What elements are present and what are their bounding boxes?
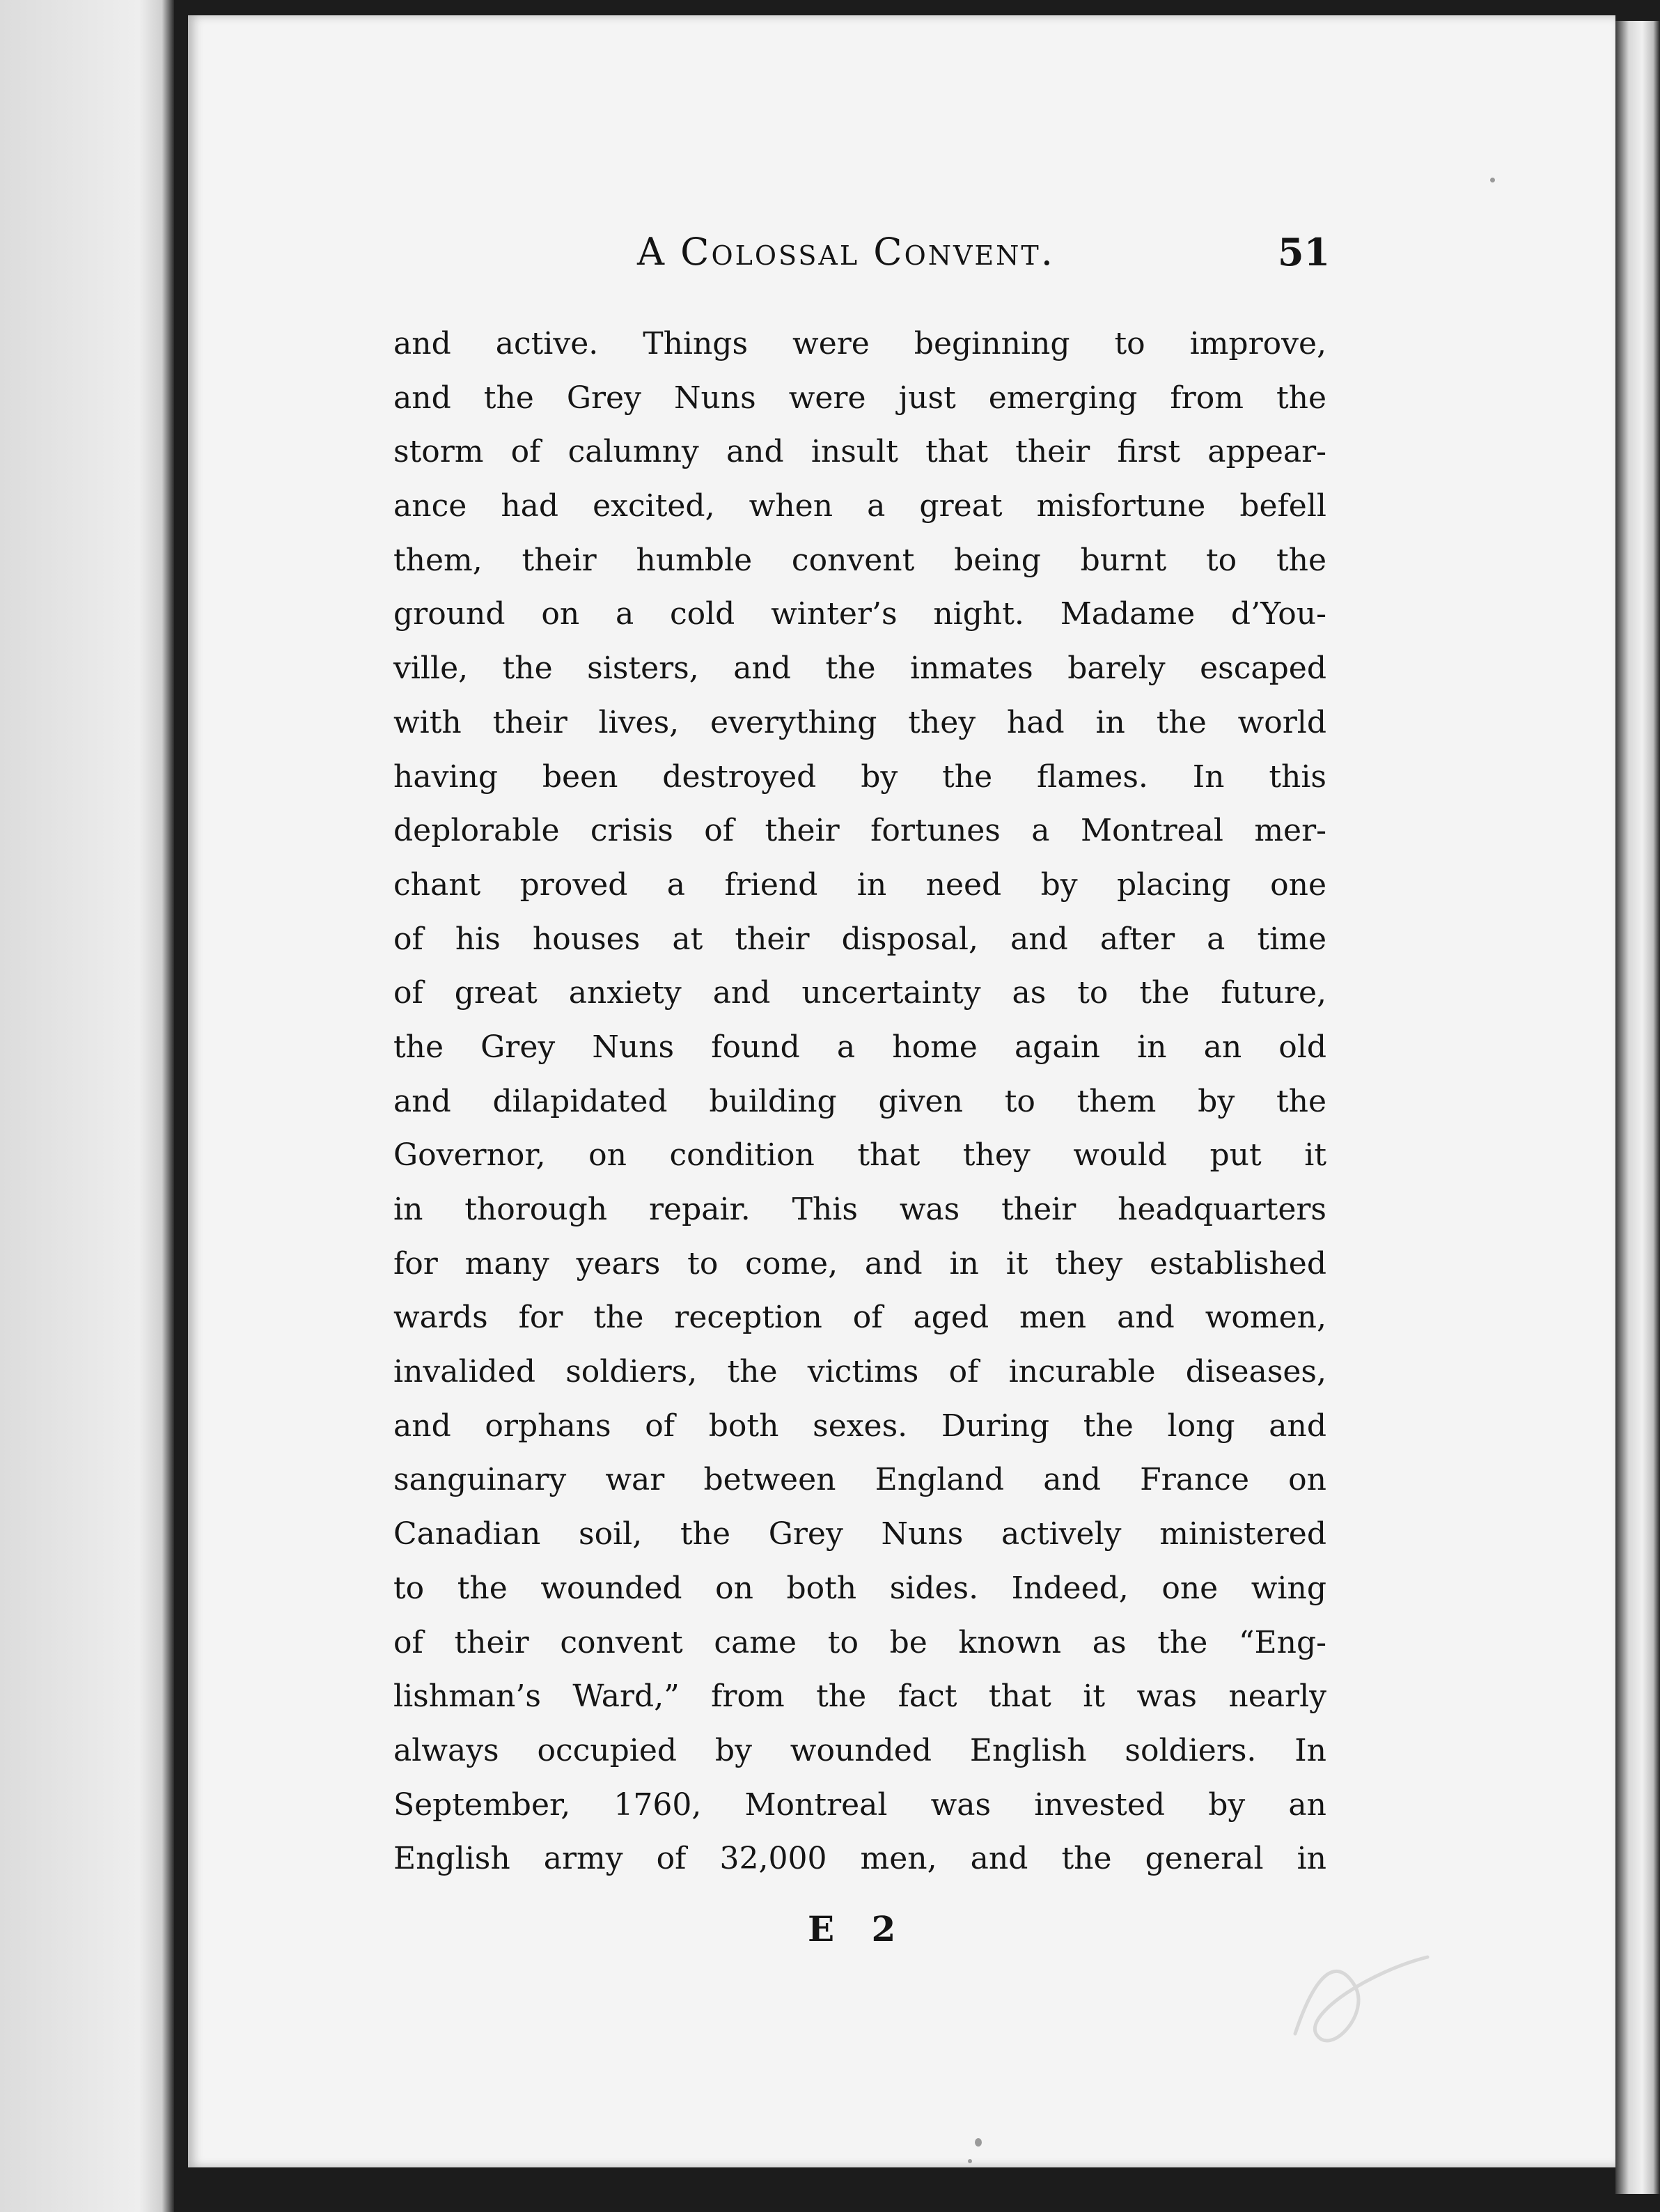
dust-speck [1490, 178, 1495, 182]
text-line: September, 1760, Montreal was invested by an [393, 1786, 1326, 1823]
text-line: and active. Things were beginning to improve, [393, 326, 1326, 361]
text-line: to the wounded on both sides. Indeed, one wing [393, 1570, 1326, 1606]
dust-speck [975, 2138, 982, 2147]
text-line: and the Grey Nuns were just emerging from the [393, 380, 1326, 416]
text-line: lishman’s Ward,” from the fact that it was nearly [393, 1679, 1326, 1715]
page-number: 51 [1278, 230, 1331, 274]
text-line: of his houses at their disposal, and after a time [393, 921, 1326, 957]
text-line: ville, the sisters, and the inmates barely escaped [393, 651, 1326, 687]
text-line: for many years to come, and in it they established [393, 1245, 1326, 1282]
text-line: of great anxiety and uncertainty as to the future, [393, 975, 1326, 1011]
text-line: having been destroyed by the flames. In this [393, 758, 1326, 795]
text-line: English army of 32,000 men, and the general in [393, 1841, 1326, 1877]
text-line: the Grey Nuns found a home again in an old [393, 1029, 1326, 1065]
running-title: A Colossal Convent. [637, 230, 1055, 274]
text-line: sanguinary war between England and France on [393, 1462, 1326, 1498]
left-page-edge [0, 0, 174, 2212]
pencil-scribble [1288, 1929, 1441, 2062]
text-line: Governor, on condition that they would put it [393, 1137, 1326, 1174]
text-line: wards for the reception of aged men and women, [393, 1300, 1326, 1336]
text-line: invalided soldiers, the victims of incurable diseases, [393, 1354, 1326, 1390]
signature-mark: E 2 [808, 1908, 909, 1949]
running-head [209, 230, 1331, 293]
text-line: and orphans of both sexes. During the long and [393, 1408, 1326, 1444]
text-line: Canadian soil, the Grey Nuns actively ministered [393, 1516, 1326, 1552]
text-line: chant proved a friend in need by placing one [393, 866, 1326, 903]
text-line: ground on a cold winter’s night. Madame d’You- [393, 596, 1326, 632]
text-line: ance had excited, when a great misfortune befell [393, 488, 1326, 524]
text-line: deplorable crisis of their fortunes a Montreal mer- [393, 813, 1326, 849]
text-line: in thorough repair. This was their headquarters [393, 1192, 1326, 1227]
text-line: storm of calumny and insult that their first appear- [393, 434, 1326, 470]
right-page-edges [1615, 21, 1660, 2194]
body-text [393, 317, 1326, 1886]
text-line: with their lives, everything they had in the world [393, 704, 1326, 740]
dust-speck [968, 2159, 972, 2163]
text-line: always occupied by wounded English soldiers. In [393, 1732, 1326, 1768]
text-line: them, their humble convent being burnt to the [393, 542, 1326, 578]
text-line: of their convent came to be known as the “Eng- [393, 1624, 1326, 1660]
text-line: and dilapidated building given to them by the [393, 1083, 1326, 1119]
